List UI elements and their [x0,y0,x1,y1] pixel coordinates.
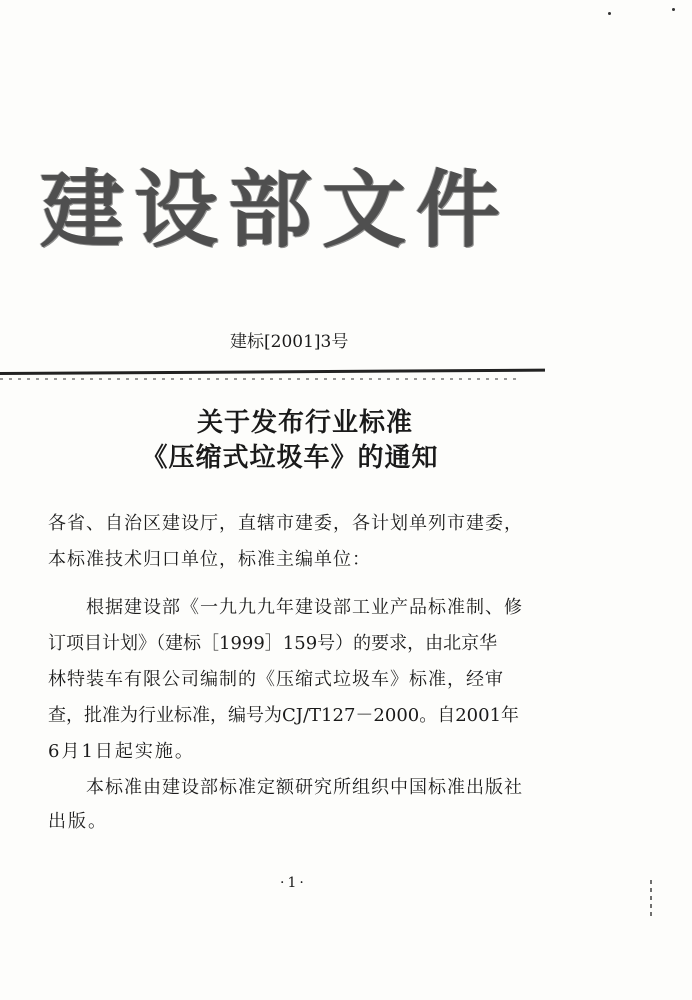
notice-title-line-2: 《压缩式垃圾车》的通知 [141,443,439,473]
document-header-title: 建设部文件 [40,161,511,259]
body-line: 本标准由建设部标准定额研究所组织中国标准出版社 [86,777,523,798]
scan-edge-mark [650,880,652,920]
body-line: 根据建设部《一九九九年建设部工业产品标准制、修 [86,597,523,618]
body-line: 订项目计划》（建标［1999］159号）的要求，由北京华 [48,633,498,654]
body-line: 林特装车有限公司编制的《压缩式垃圾车》标准，经审 [48,669,504,690]
body-line: 本标准技术归口单位，标准主编单位： [48,549,371,570]
header-divider-dots [0,378,520,380]
notice-title-line-1: 关于发布行业标准 [196,408,413,438]
scan-speck [672,8,675,11]
body-line: 6月1日起实施。 [48,741,195,762]
body-line: 查，批准为行业标准，编号为CJ/T127－2000。自2001年 [48,705,520,726]
scan-speck [608,12,611,15]
header-divider-line [0,369,545,375]
body-line: 各省、自治区建设厅，直辖市建委，各计划单列市建委， [48,513,523,534]
page-number: ·1· [280,875,307,891]
document-number: 建标[2001]3号 [230,332,349,352]
body-line: 出版。 [48,811,108,832]
